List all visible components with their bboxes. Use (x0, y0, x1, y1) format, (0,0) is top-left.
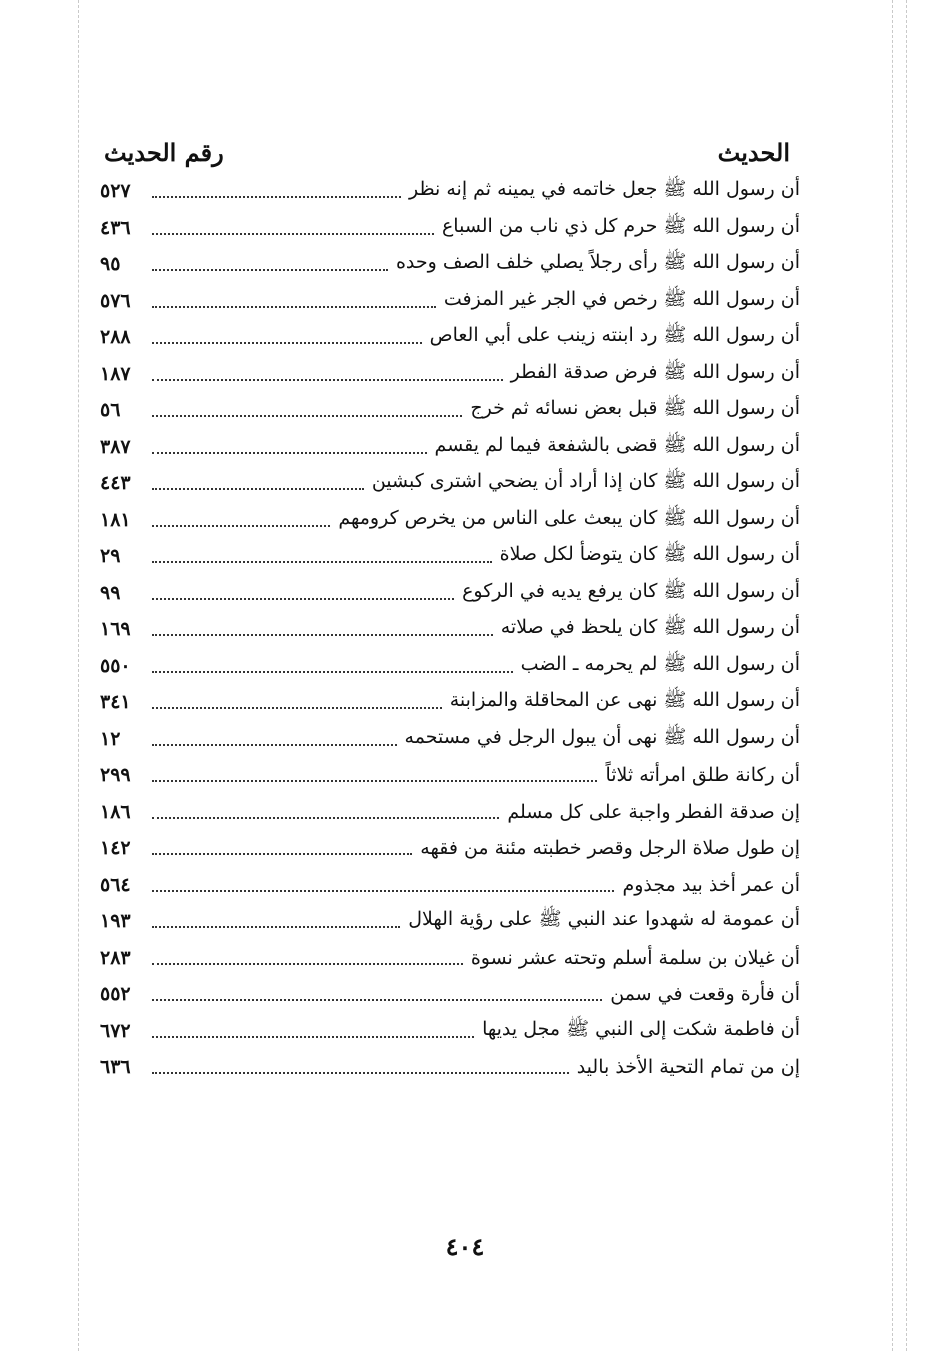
leader-dots (152, 561, 492, 563)
hadith-number: ٩٩ (100, 581, 121, 604)
hadith-text: أن رسول الله ﷺ كان يرفع يديه في الركوع (462, 579, 800, 602)
leader-dots (152, 598, 454, 600)
leader-dots (152, 890, 614, 892)
index-row (100, 757, 800, 794)
index-row (100, 721, 800, 758)
index-row (100, 648, 800, 685)
index-row (100, 684, 800, 721)
leader-dots (152, 488, 364, 490)
hadith-text: أن رسول الله ﷺ نهى عن المحاقلة والمزابنة (449, 689, 800, 712)
column-header-hadith-number: رقم الحديث (104, 138, 224, 167)
hadith-number: ٢٨٨ (100, 326, 131, 349)
leader-dots (152, 744, 397, 746)
hadith-text: أن رسول الله ﷺ لم يحرمه ـ الضب (520, 652, 800, 675)
leader-dots (152, 999, 602, 1001)
hadith-text: إن من تمام التحية الأخذ باليد (576, 1056, 800, 1079)
index-row (100, 465, 800, 502)
hadith-text: أن رسول الله ﷺ كان إذا أراد أن يضحي اشترى كبشين (371, 470, 800, 493)
index-row (100, 210, 800, 247)
hadith-number: ٤٤٣ (100, 472, 131, 495)
hadith-text: أن رسول الله ﷺ قبل بعض نسائه ثم خرج (470, 397, 800, 420)
index-row (100, 392, 800, 429)
hadith-text: أن رسول الله ﷺ رد ابنته زينب على أبي العاص (429, 324, 800, 347)
hadith-number: ٩٥ (100, 253, 121, 276)
leader-dots (152, 963, 463, 965)
hadith-text: إن صدقة الفطر واجبة على كل مسلم (507, 800, 800, 823)
leader-dots (152, 196, 401, 198)
leader-dots (152, 1036, 474, 1038)
hadith-number: ٥٧٦ (100, 289, 131, 312)
index-row (100, 429, 800, 466)
leader-dots (152, 269, 388, 271)
hadith-text: إن طول صلاة الرجل وقصر خطبته مئنة من فقهه (420, 837, 800, 860)
index-row (100, 1049, 800, 1086)
leader-dots (152, 853, 412, 855)
index-row (100, 830, 800, 867)
leader-dots (152, 926, 400, 928)
index-row (100, 940, 800, 977)
margin-guide-right-outer (906, 0, 907, 1351)
hadith-text: أن ركانة طلق امرأته ثلاثاً (605, 764, 800, 787)
leader-dots (152, 342, 422, 344)
hadith-number: ٦٧٢ (100, 1019, 131, 1042)
hadith-text: أن عمومة له شهدوا عند النبي ﷺ على رؤية الهلال (408, 908, 800, 931)
leader-dots (152, 671, 513, 673)
leader-dots (152, 817, 499, 819)
margin-guide-right (892, 0, 893, 1351)
column-header-hadith: الحديث (717, 138, 790, 167)
index-row (100, 173, 800, 210)
hadith-text: أن رسول الله ﷺ حرم كل ذي ناب من السباع (441, 214, 800, 237)
hadith-number: ٥٢٧ (100, 180, 131, 203)
hadith-number: ٥٥٢ (100, 983, 131, 1006)
leader-dots (152, 525, 330, 527)
hadith-text: أن رسول الله ﷺ فرض صدقة الفطر (510, 360, 800, 383)
leader-dots (152, 306, 436, 308)
hadith-number: ١٨٧ (100, 362, 131, 385)
hadith-number: ٢٨٣ (100, 946, 131, 969)
hadith-number: ٣٤١ (100, 691, 131, 714)
index-row (100, 976, 800, 1013)
index-row (100, 903, 800, 940)
hadith-text: أن رسول الله ﷺ نهى أن يبول الرجل في مستحمه (404, 725, 800, 748)
index-row (100, 611, 800, 648)
hadith-text: أن رسول الله ﷺ جعل خاتمه في يمينه ثم إنه نظر (408, 178, 800, 201)
index-row (100, 794, 800, 831)
hadith-number: ١٤٢ (100, 837, 131, 860)
hadith-text: أن رسول الله ﷺ قضى بالشفعة فيما لم يقسم (434, 433, 800, 456)
leader-dots (152, 233, 434, 235)
leader-dots (152, 1072, 569, 1074)
hadith-number: ٥٦ (100, 399, 121, 422)
hadith-number: ١٨٦ (100, 800, 131, 823)
hadith-text: أن عمر أخذ بيد مجذوم (622, 873, 800, 896)
leader-dots (152, 452, 427, 454)
hadith-text: أن فأرة وقعت في سمن (610, 983, 800, 1006)
page-number: ٤٠٤ (445, 1232, 485, 1261)
hadith-text: أن غيلان بن سلمة أسلم وتحته عشر نسوة (470, 946, 800, 969)
index-row (100, 319, 800, 356)
index-row (100, 356, 800, 393)
leader-dots (152, 415, 462, 417)
index-row (100, 283, 800, 320)
leader-dots (152, 707, 442, 709)
hadith-number: ١٩٣ (100, 910, 131, 933)
hadith-number: ١٨١ (100, 508, 131, 531)
hadith-text: أن رسول الله ﷺ رخص في الجر غير المزفت (443, 287, 800, 310)
hadith-number: ٢٩٩ (100, 764, 131, 787)
hadith-number: ١٦٩ (100, 618, 131, 641)
hadith-text: أن رسول الله ﷺ كان يلحظ في صلاته (500, 616, 800, 639)
leader-dots (152, 780, 597, 782)
index-row (100, 538, 800, 575)
hadith-number: ٥٦٤ (100, 873, 131, 896)
hadith-text: أن رسول الله ﷺ كان يبعث على الناس من يخرص كرومهم (338, 506, 800, 529)
index-row (100, 502, 800, 539)
hadith-number: ٦٣٦ (100, 1056, 131, 1079)
leader-dots (152, 634, 493, 636)
leader-dots (152, 379, 503, 381)
index-row (100, 246, 800, 283)
hadith-text: أن فاطمة شكت إلى النبي ﷺ مجل يديها (482, 1017, 800, 1040)
hadith-number: ٤٣٦ (100, 216, 131, 239)
hadith-index-list (100, 173, 800, 1086)
index-row (100, 867, 800, 904)
hadith-number: ١٢ (100, 727, 121, 750)
margin-guide-left (78, 0, 79, 1351)
hadith-number: ٥٥٠ (100, 654, 131, 677)
hadith-number: ٢٩ (100, 545, 121, 568)
index-row (100, 1013, 800, 1050)
hadith-number: ٣٨٧ (100, 435, 131, 458)
hadith-text: أن رسول الله ﷺ رأى رجلاً يصلي خلف الصف وحده (395, 251, 800, 274)
index-row (100, 575, 800, 612)
hadith-text: أن رسول الله ﷺ كان يتوضأ لكل صلاة (499, 543, 800, 566)
